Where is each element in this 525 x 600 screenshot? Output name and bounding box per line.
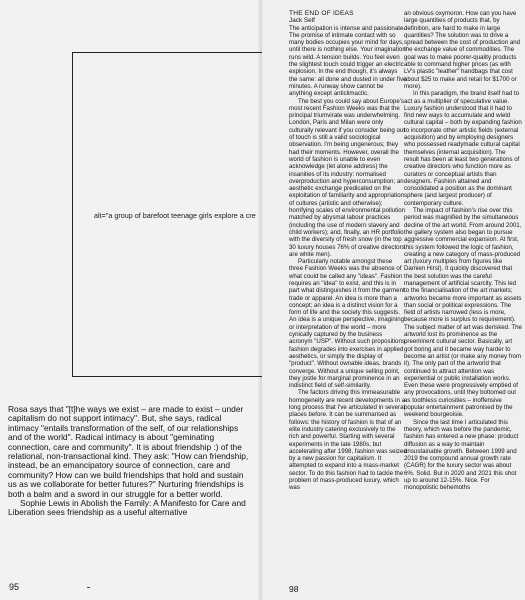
page-number-left: 95 <box>9 582 20 592</box>
article-paragraph: The best you could say about Europe's most recent Fashion Weeks was that the principal triumvirate was underwhelming. London, Paris and Milan were only culturally relevant if you consider being out of touch is still a valid sociological observation. I'm being ungenerous; they had their moments. However, overall the world of fashion is unable to even acknowledge (let alone address) the insanities of its industry: normalised overproduction and hyperconsumption; an aesthetic exchange predicated on the exploitation of familiarity and appropriation of cultures (artistic and otherwise); horrifying scales of environmental pollution matched by abysmal labour practices (including the use of modern slavery and child workers); and, finally, an HR portfolio with the diversity of fresh snow (in the top 30 luxury houses 76% of creative directors are white men). <box>289 97 406 258</box>
footer-tick <box>87 587 90 588</box>
article-author: Jack Self <box>289 17 315 25</box>
article-paragraph: Particularly notable amongst these three Fashion Weeks was the absence of what could be called any "ideas". Fashion requires an "idea" to exist, and this is in part what distinguishes it from the garment trade or apparel. An idea is more than a concept; an idea is a distinct vision for a form of life and the society this suggests. An idea is a unique perspective, imagining or interpretation of the world – more cynically captured by the business acronym "USP". Without such propositions, fashion degrades into exercises in applied aesthetics, or simply the display of "product". Without ownable ideas, brands converge. Without a unique selling point, they jostle for marginal prominence in an indistinct field of self-similarity. <box>289 258 407 390</box>
left-paragraph: Rosa says that "[t]he ways we exist – are made to exist – under capitalism do not support intimacy". But, she says, radical intimacy "entails transformation of the self, of our relationships and of the world". Radical intimacy is about "geminating connection, care and community". It is about friendship :) of the relational, non-transactional kind. They ask: "How can friendship, instead, be an emancipatory source of connection, care and community? How can we build friendships that hold and sustain us as we collaborate for better futures?" Nurturing friendships is both a balm and a sword in our struggle for a better world. <box>8 404 249 499</box>
article-paragraph: The impact of fashion's rise over this period was magnified by the simultaneous decline of the art world. From around 2001, the gallery system also began to pursue aggressive commercial expansion. At first, this system followed the logic of fashion, creating a new category of mass-produced art (luxury multiples from figures like Damien Hirst). It quickly discovered that the best solution was the careful management of artificial scarcity. This led to the financialisation of the art markets; artworks became more important as assets than social or political expressions. The field of artists narrowed (less is more, because more is surplus to requirement). The subject matter of art was derisked. The artworld lost its prominence as the preeminent cultural sector. Basically, art got boring and it became way harder to become an artist (or make any money from it). The only part of the artworld that continued to attract attention was experiential or public installation works. Even these were progressively emptied of any provocations, until they bottomed out as toothless curiosities – inoffensive popular entertainment patronised by the weekend bourgeoisie. <box>404 207 522 419</box>
article-paragraph: The anticipation is intense and passionate. The promise of intimate contact with so many bodies occupies your mind for days, until there is nothing else. Your imagination runs wild. A tension builds. You feel even the slightest touch could trigger an electric explosion. In the end though, it's always the same: all done and dusted in under five minutes. A runway show cannot be anything except anticlimactic. <box>289 24 407 98</box>
article-column-1 <box>289 10 407 492</box>
article-paragraph: an obvious oxymoron. How can you have large quantities of products that, by definition, are hard to make in large quantities? The solution was to drive a spread between the cost of production and the exchange value of commodities. The goal was to make poorer-quality products able to command higher prices (as with LV's plastic "leather" handbags that cost about $25 to make and retail for $1700 or more). <box>404 10 521 90</box>
image-alt-text: alt="a group of barefoot teenage girls explore a cre <box>94 211 256 220</box>
article-paragraph: The factors driving this immeasurable homogeneity are recent developments in a long process that I've articulated in several places before. It can be summarised as follows: the history of fashion is that of an elite industry catering exclusively to the rich and powerful. Starting with several experiments in the late 1980s, but accelerating after 1998, fashion was seized by a new passion for capitalism. It attempted to expand into a mass-market sector. To do this fashion had to tackle the problem of mass-produced luxury, which was <box>289 389 407 492</box>
page-number-right: 98 <box>289 584 299 594</box>
left-paragraph: Sophie Lewis in Abolish the Family: A Manifesto for Care and Liberation sees friendship as a useful alternative <box>8 498 246 518</box>
article-paragraph: In this paradigm, the brand itself had to act as a multiplier of speculative value. Luxury fashion understood that it had to find new ways to accumulate and wield cultural capital – both by expanding fashion to incorporate other artistic fields (external acquisition) and by employing designers who possessed readymade cultural capital themselves (internal acquisition). The result has been at least two generations of creative directors who function more as curators or conceptual artists than designers. Fashion attained and consolidated a position as the dominant sphere (and largest producer) of contemporary culture. <box>404 90 522 207</box>
article-title: THE END OF IDEAS <box>289 10 354 17</box>
article-paragraph: Since the last time I articulated this theory, which was before the pandemic, fashion has entered a new phase: product diffusion as a way to maintain unsustainable growth. Between 1999 and 2019 the compound annual growth rate (CAGR) for the luxury sector was about 6%. Solid. But in 2020 and 2021 this shot up to around 12-15%. Nice. For monopolistic behemoths <box>404 418 519 492</box>
left-page-body <box>8 405 254 518</box>
left-page <box>0 0 262 600</box>
article-column-2 <box>404 10 522 492</box>
image-placeholder <box>72 52 272 377</box>
